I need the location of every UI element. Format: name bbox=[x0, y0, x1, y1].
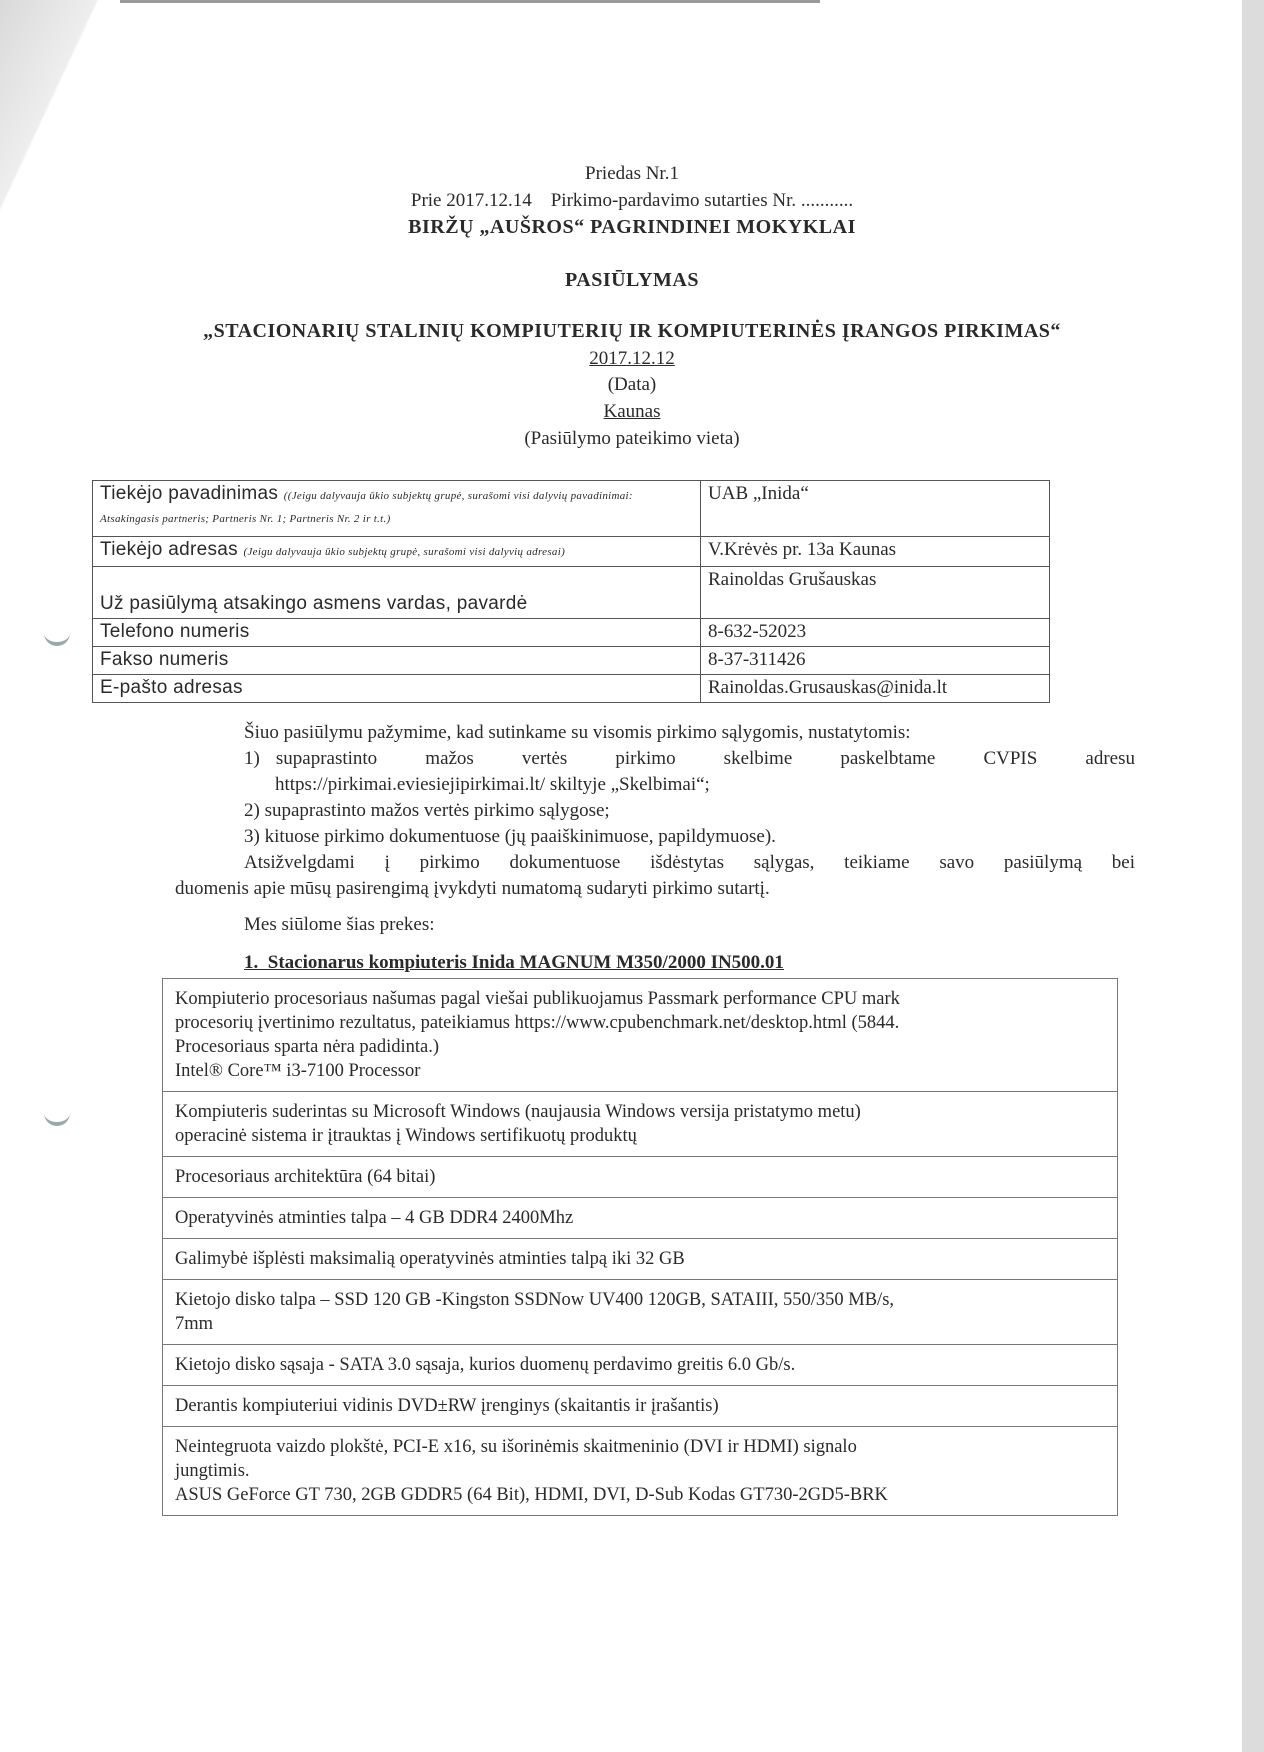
field-note: (Jeigu dalyvauja ūkio subjektų grupė, surašomi visi dalyvių adresai) bbox=[243, 546, 566, 558]
spec-row bbox=[163, 1386, 1118, 1427]
field-label: Tiekėjo adresas (Jeigu dalyvauja ūkio subjektų grupė, surašomi visi dalyvių adresai) bbox=[93, 537, 701, 567]
scan-edge-top bbox=[120, 0, 820, 3]
condition-1: 1) supaprastinto mažos vertės pirkimo skelbime paskelbtame CVPIS adresu bbox=[244, 748, 1135, 769]
intro-text: Šiuo pasiūlymu pažymime, kad sutinkame su visomis pirkimo sąlygomis, nustatytomis: bbox=[244, 722, 911, 743]
spec-cell bbox=[163, 1280, 1118, 1345]
spec-row bbox=[163, 1280, 1118, 1345]
spec-cell bbox=[163, 1345, 1118, 1386]
supplier-row bbox=[93, 537, 1050, 567]
spec-row bbox=[163, 1345, 1118, 1386]
spec-cell bbox=[163, 1386, 1118, 1427]
spec-line: ASUS GeForce GT 730, 2GB GDDR5 (64 Bit), HDMI, DVI, D-Sub Kodas GT730-2GD5-BRK bbox=[175, 1485, 888, 1505]
spec-row bbox=[163, 1157, 1118, 1198]
supplier-row bbox=[93, 481, 1050, 537]
spec-cell bbox=[163, 979, 1118, 1092]
supplier-row bbox=[93, 674, 1050, 702]
product-spec-table bbox=[162, 978, 1118, 1516]
punch-hole-mark bbox=[44, 620, 70, 646]
field-value: V.Krėvės pr. 13a Kaunas bbox=[701, 537, 1050, 567]
place-label: (Pasiūlymo pateikimo vieta) bbox=[524, 428, 740, 449]
field-label: Tiekėjo pavadinimas ((Jeigu dalyvauja ūkio subjektų grupė, surašomi visi dalyvių pavadinimai: Atsakingasis partneris; Partneris Nr. 1; Partneris Nr. 2 ir t.t.) bbox=[93, 481, 701, 537]
spec-line: procesorių įvertinimo rezultatus, pateikiamus https://www.cpubenchmark.net/desktop.html (5844. bbox=[175, 1013, 900, 1033]
field-value: 8-37-311426 bbox=[701, 647, 1050, 675]
recipient: BIRŽŲ „AUŠROS“ PAGRINDINEI MOKYKLAI bbox=[408, 216, 856, 238]
spec-row bbox=[163, 1427, 1118, 1516]
spec-line: Derantis kompiuteriui vidinis DVD±RW įrenginys (skaitantis ir įrašantis) bbox=[175, 1396, 719, 1416]
spec-row bbox=[163, 1092, 1118, 1157]
spec-cell bbox=[163, 1427, 1118, 1516]
annex-number: Priedas Nr.1 bbox=[585, 163, 679, 184]
condition-2: 2) supaprastinto mažos vertės pirkimo sąlygose; bbox=[244, 800, 610, 821]
field-value: 8-632-52023 bbox=[701, 619, 1050, 647]
spec-line: Intel® Core™ i3-7100 Processor bbox=[175, 1061, 421, 1081]
spec-line: Kietojo disko talpa – SSD 120 GB -Kingston SSDNow UV400 120GB, SATAIII, 550/350 MB/s, bbox=[175, 1290, 895, 1310]
scan-edge-right bbox=[1242, 0, 1264, 1752]
document-title: PASIŪLYMAS bbox=[565, 269, 699, 291]
spec-line: Procesoriaus sparta nėra padidinta.) bbox=[175, 1037, 440, 1057]
condition-3: 3) kituose pirkimo dokumentuose (jų paaiškinimuose, papildymuose). bbox=[244, 826, 776, 847]
field-label: Fakso numeris bbox=[93, 647, 701, 675]
spec-cell bbox=[163, 1157, 1118, 1198]
spec-row bbox=[163, 1239, 1118, 1280]
supplier-row bbox=[93, 567, 1050, 619]
field-value: Rainoldas.Grusauskas@inida.lt bbox=[701, 674, 1050, 702]
spec-line: Operatyvinės atminties talpa – 4 GB DDR4 2400Mhz bbox=[175, 1208, 574, 1228]
contract-reference: Prie 2017.12.14 Pirkimo-pardavimo sutarties Nr. ........... bbox=[410, 190, 854, 211]
field-value: UAB „Inida“ bbox=[701, 481, 1050, 537]
spec-line: Kompiuteris suderintas su Microsoft Windows (naujausia Windows versija pristatymo metu) bbox=[175, 1102, 861, 1122]
date-label: (Data) bbox=[607, 374, 657, 395]
field-value: Rainoldas Grušauskas bbox=[701, 567, 1050, 619]
offer-text: Mes siūlome šias prekes: bbox=[244, 914, 435, 935]
supplier-info-table bbox=[92, 480, 1050, 703]
spec-line: 7mm bbox=[175, 1314, 214, 1334]
considering-text-2: duomenis apie mūsų pasirengimą įvykdyti numatomą sudaryti pirkimo sutartį. bbox=[175, 878, 770, 899]
spec-line: Procesoriaus architektūra (64 bitai) bbox=[175, 1167, 436, 1187]
field-note: ((Jeigu dalyvauja ūkio subjektų grupė, surašomi visi dalyvių pavadinimai: Atsakingasis partneris; Partneris Nr. 1; Partneris Nr. 2 ir t.t.) bbox=[100, 490, 633, 525]
field-label: E-pašto adresas bbox=[93, 674, 701, 702]
spec-cell bbox=[163, 1239, 1118, 1280]
offer-place: Kaunas bbox=[603, 401, 661, 422]
spec-line: operacinė sistema ir įtrauktas į Windows sertifikuotų produktų bbox=[175, 1126, 637, 1146]
spec-line: jungtimis. bbox=[175, 1461, 250, 1481]
spec-cell bbox=[163, 1198, 1118, 1239]
punch-hole-mark bbox=[44, 1100, 70, 1126]
procurement-subject: „STACIONARIŲ STALINIŲ KOMPIUTERIŲ IR KOMPIUTERINĖS ĮRANGOS PIRKIMAS“ bbox=[203, 320, 1061, 342]
spec-line: Neintegruota vaizdo plokštė, PCI-E x16, su išorinėmis skaitmeninio (DVI ir HDMI) signalo bbox=[175, 1437, 857, 1457]
spec-line: Galimybė išplėsti maksimalią operatyvinės atminties talpą iki 32 GB bbox=[175, 1249, 685, 1269]
considering-text: Atsižvelgdami į pirkimo dokumentuose išdėstytas sąlygas, teikiame savo pasiūlymą bei bbox=[244, 852, 1135, 873]
spec-line: Kompiuterio procesoriaus našumas pagal viešai publikuojamus Passmark performance CPU mark bbox=[175, 989, 900, 1009]
offer-date: 2017.12.12 bbox=[589, 348, 675, 369]
product-heading: 1. Stacionarus kompiuteris Inida MAGNUM M350/2000 IN500.01 bbox=[244, 952, 784, 973]
supplier-row bbox=[93, 647, 1050, 675]
field-label: Telefono numeris bbox=[93, 619, 701, 647]
spec-line: Kietojo disko sąsaja - SATA 3.0 sąsaja, kurios duomenų perdavimo greitis 6.0 Gb/s. bbox=[175, 1355, 796, 1375]
spec-cell bbox=[163, 1092, 1118, 1157]
spec-row bbox=[163, 1198, 1118, 1239]
spec-row bbox=[163, 979, 1118, 1092]
field-label: Už pasiūlymą atsakingo asmens vardas, pavardė bbox=[93, 567, 701, 619]
supplier-row bbox=[93, 619, 1050, 647]
condition-1-link: https://pirkimai.eviesiejipirkimai.lt/ skiltyje „Skelbimai“; bbox=[275, 774, 710, 795]
